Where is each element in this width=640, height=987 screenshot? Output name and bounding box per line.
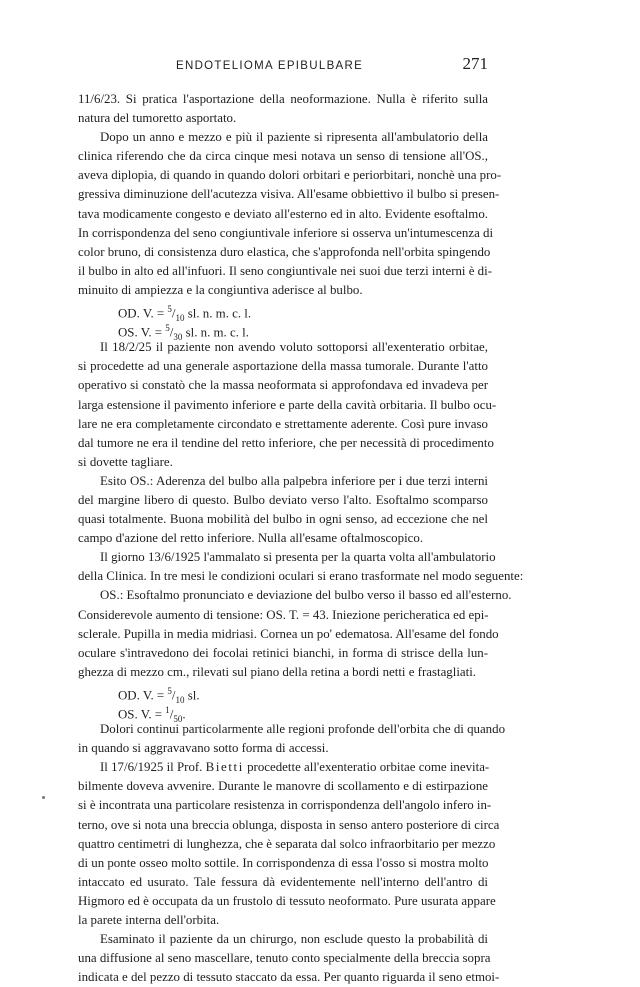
text-line: Il 18/2/25 il paziente non avendo voluto sottoporsi all'exenteratio orbitae, bbox=[100, 340, 488, 355]
acuity-note: sl. bbox=[184, 688, 200, 703]
text-line: natura del tumoretto asportato. bbox=[78, 111, 237, 126]
text-line: color bruno, di consistenza duro elastica, che s'approfonda nell'orbita spingendo bbox=[78, 244, 491, 259]
text-line: lare ne era completamente circondato e strettamente aderente. Così pure invaso bbox=[78, 416, 488, 431]
text-line: della Clinica. In tre mesi le condizioni oculari si erano trasformate nel modo seguente: bbox=[78, 569, 524, 584]
fraction-numerator: 5 bbox=[167, 304, 172, 315]
text-line: minuito di ampiezza e la congiuntiva aderisce al bulbo. bbox=[78, 282, 363, 297]
fraction-denominator: 10 bbox=[175, 312, 185, 323]
fraction-denominator: 10 bbox=[175, 694, 185, 705]
text-line: Dolori continui particolarmente alle regioni profonde dell'orbita che di quando bbox=[100, 722, 506, 737]
fraction-numerator: 1 bbox=[165, 705, 170, 715]
text-line: terno, ove si nota una breccia oblunga, disposta in senso antero posteriore di circa bbox=[78, 817, 500, 832]
text-line: dal tumore ne era il tendine del retto inferiore, che per necessità di procedimento bbox=[78, 435, 494, 450]
text-line: il bulbo in alto ed all'infuori. Il seno congiuntivale nei suoi due terzi interni è di- bbox=[78, 263, 493, 278]
acuity-label: OD. V. = bbox=[118, 306, 168, 321]
text-line: ghezza di mezzo cm., rilevati sul piano della retina a bordi netti e frastagliati. bbox=[78, 664, 477, 679]
text-line: tava modicamente congesto e deviato all'esterno ed in alto. Evidente esoftalmo. bbox=[78, 206, 488, 221]
fraction-numerator: 5 bbox=[167, 685, 172, 696]
text-line: OS.: Esoftalmo pronunciato e deviazione del bulbo verso il basso ed all'esterno. bbox=[100, 588, 512, 603]
text-line: si procedette ad una generale asportazione della massa tumorale. Durante l'atto bbox=[78, 359, 488, 374]
text-line: bilmente doveva avvenire. Durante le manovre di scollamento e di estirpazione bbox=[78, 779, 488, 794]
fraction-denominator: 30 bbox=[173, 332, 183, 342]
text-line: la parete interna dell'orbita. bbox=[78, 913, 220, 928]
text-fragment: Il 17/6/1925 il Prof. bbox=[100, 760, 206, 775]
visual-acuity-os: OS. V. = $^1/_{50}$. bbox=[118, 705, 186, 724]
visual-acuity-od: OD. V. = $^5/_{10}$ sl. bbox=[118, 685, 200, 705]
page-number: 271 bbox=[462, 54, 488, 73]
acuity-label: OS. V. = bbox=[118, 707, 166, 722]
text-line: gressiva diminuzione dell'acutezza visiva. All'esame obbiettivo il bulbo si presen- bbox=[78, 187, 500, 202]
text-line: Dopo un anno e mezzo e più il paziente si ripresenta all'ambulatorio della bbox=[100, 130, 488, 145]
margin-speck bbox=[42, 796, 45, 799]
text-line: In corrispondenza del seno congiuntivale inferiore si osserva un'intumescenza di bbox=[78, 225, 494, 240]
fraction-numerator: 5 bbox=[165, 323, 170, 334]
text-line: Considerevole aumento di tensione: OS. T. = 43. Iniezione pericheratica ed epi- bbox=[78, 607, 489, 622]
text-line: 11/6/23. Si pratica l'asportazione della neoformazione. Nulla è riferito sulla bbox=[78, 92, 488, 106]
text-line: sclerale. Pupilla in media midriasi. Cornea un po' edematosa. All'esame del fondo bbox=[78, 626, 499, 641]
text-line: quattro centimetri di lunghezza, che è separata dal solco infraorbitario per mezzo bbox=[78, 836, 496, 851]
text-line: larga estensione il pavimento inferiore e parte della cavità orbitaria. Il bulbo ocu- bbox=[78, 397, 497, 412]
visual-acuity-os: OS. V. = $^5/_{30}$ sl. n. m. c. l. bbox=[118, 323, 249, 342]
text-fragment: procedette all'exenteratio orbitae come inevita- bbox=[243, 760, 490, 775]
author-name: Bietti bbox=[205, 760, 244, 775]
text-line: si è incontrata una particolare resistenza in corrispondenza dell'angolo infero in- bbox=[78, 798, 492, 813]
acuity-note: sl. n. m. c. l. bbox=[182, 325, 249, 340]
text-line: in quando si aggravavano sotto forma di accessi. bbox=[78, 741, 329, 756]
running-title: ENDOTELIOMA EPIBULBARE bbox=[176, 60, 364, 72]
text-line: campo d'azione del retto inferiore. Nulla all'esame oftalmoscopico. bbox=[78, 531, 424, 546]
text-line bbox=[78, 758, 488, 777]
fraction-denominator: 50 bbox=[173, 713, 183, 724]
text-line: una diffusione al seno mascellare, tenuto conto specialmente della breccia sopra bbox=[78, 951, 491, 966]
visual-acuity-od: OD. V. = $^5/_{10}$ sl. n. m. c. l. bbox=[118, 304, 252, 323]
text-line: si dovette tagliare. bbox=[78, 454, 173, 469]
text-line: aveva diplopia, di quando in quando dolori orbitari e periorbitari, nonchè una pro- bbox=[78, 168, 502, 183]
text-line: Il giorno 13/6/1925 l'ammalato si presenta per la quarta volta all'ambulatorio bbox=[100, 550, 496, 565]
text-line: quasi totalmente. Buona mobilità del bulbo in ogni senso, ad eccezione che nel bbox=[78, 512, 488, 527]
acuity-note: sl. n. m. c. l. bbox=[184, 306, 252, 321]
text-line: Higmoro ed è occupata da un frustolo di tessuto neoformato. Pure usurata appare bbox=[78, 893, 496, 908]
text-line: di un ponte osseo molto sottile. In corrispondenza di essa l'osso si mostra molto bbox=[78, 855, 489, 870]
text-line: intaccato ed usurato. Tale fessura dà evidentemente nell'interno dell'antro di bbox=[78, 874, 488, 889]
text-line: Esito OS.: Aderenza del bulbo alla palpebra inferiore per i due terzi interni bbox=[100, 473, 488, 488]
text-line: oculare s'intravedono dei focolai retinici bianchi, in forma di strisce della lun- bbox=[78, 645, 488, 660]
page-header bbox=[78, 52, 488, 74]
text-line: indicata e del pezzo di tessuto staccato da essa. Per quanto riguarda il seno etmoi- bbox=[78, 970, 500, 985]
text-line: clinica riferendo che da circa cinque mesi notava un senso di tensione all'OS., bbox=[78, 149, 488, 164]
text-line: Esaminato il paziente da un chirurgo, non esclude questo la probabilità di bbox=[100, 932, 488, 947]
text-line: operativo si constatò che la massa neoformata si approfondava ed invadeva per bbox=[78, 378, 488, 393]
acuity-note: . bbox=[182, 707, 186, 722]
acuity-label: OD. V. = bbox=[118, 688, 168, 703]
acuity-label: OS. V. = bbox=[118, 325, 166, 340]
text-line: del margine libero di questo. Bulbo deviato verso l'alto. Esoftalmo scomparso bbox=[78, 492, 488, 507]
body-text bbox=[78, 90, 524, 987]
